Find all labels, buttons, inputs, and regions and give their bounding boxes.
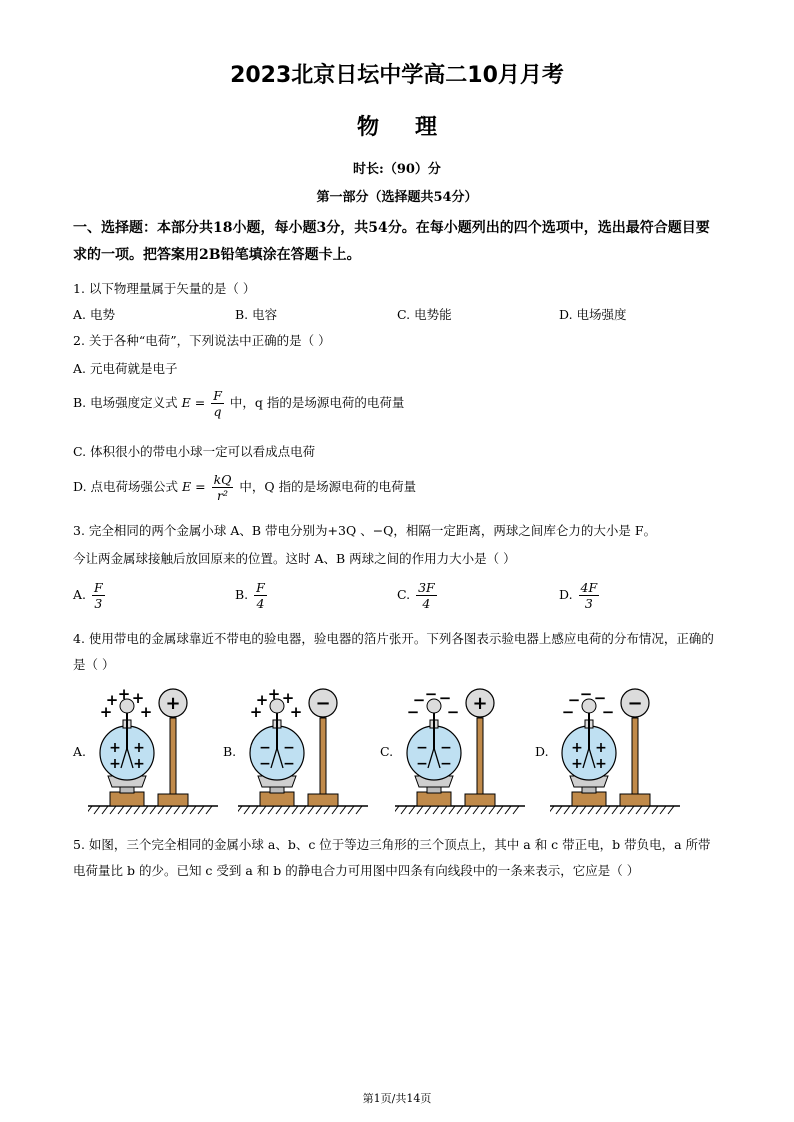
- electroscope-diagram-b: [238, 688, 378, 820]
- question-2-stem: 2. 关于各种“电荷”，下列说法中正确的是（ ）: [73, 333, 331, 348]
- ground-hatch: [644, 806, 650, 814]
- question-2-option-d: [73, 472, 416, 503]
- ground-hatch: [324, 806, 330, 814]
- question-1-option-b: B. 电容: [235, 307, 278, 322]
- stand-pole: [320, 718, 326, 794]
- ground-hatch: [556, 806, 562, 814]
- fraction-denominator: 4: [256, 596, 265, 611]
- question-3-option-a: [73, 580, 107, 611]
- exam-title: 2023北京日坛中学高二10月月考: [230, 63, 564, 88]
- fraction-denominator: 3: [94, 596, 103, 611]
- ground-hatch: [198, 806, 204, 814]
- diagram-label-a: A.: [73, 744, 87, 759]
- leaf-charge: +: [133, 740, 145, 756]
- ground-hatch: [340, 806, 346, 814]
- ground-hatch: [473, 806, 479, 814]
- ground-hatch: [636, 806, 642, 814]
- ground-hatch: [244, 806, 250, 814]
- formula-fraction: [212, 472, 234, 503]
- ground-hatch: [580, 806, 586, 814]
- fraction-numerator: F: [94, 580, 103, 595]
- stand-base: [465, 794, 495, 806]
- ground-hatch: [668, 806, 674, 814]
- ground-hatch: [628, 806, 634, 814]
- question-5-stem: 5. 如图，三个完全相同的金属小球 a、b、c 位于等边三角形的三个顶点上，其中 a 和 c 带正电，b 带负电，a 所带电荷量比 b 的少。已知 c 受到 a 和 b 的静电合力可用图中四条有向线段中的一条来表示，它应是（ ）: [73, 837, 711, 878]
- fraction-numerator: 3F: [418, 580, 435, 595]
- option-fraction: [579, 580, 600, 611]
- option-fraction: [254, 580, 267, 611]
- exam-duration: 时长:（90）分: [353, 162, 441, 177]
- top-charge: +: [105, 691, 119, 709]
- formula-fraction: [211, 388, 224, 419]
- page-footer: 第1页/共14页: [362, 1092, 432, 1105]
- fraction-numerator: 4F: [580, 580, 598, 595]
- ground-hatch: [268, 806, 274, 814]
- ground-hatch: [102, 806, 108, 814]
- ground-hatch: [206, 806, 212, 814]
- ground-hatch: [332, 806, 338, 814]
- option-fraction: [416, 580, 437, 611]
- ground-hatch: [449, 806, 455, 814]
- top-charge: −: [593, 689, 607, 707]
- ground-hatch: [652, 806, 658, 814]
- fraction-denominator: r²: [216, 488, 228, 503]
- ground-hatch: [150, 806, 156, 814]
- leaf-charge: −: [416, 740, 428, 756]
- fraction-numerator: F: [256, 580, 265, 595]
- leaf-charge: +: [133, 756, 145, 772]
- sphere-charge: −: [627, 693, 643, 714]
- electroscope-svg: [238, 688, 378, 816]
- ground-hatch: [401, 806, 407, 814]
- subject-title: 物理: [356, 115, 473, 140]
- top-charge: +: [139, 703, 153, 721]
- top-charge: +: [117, 688, 131, 703]
- top-charge: +: [281, 689, 295, 707]
- ground-hatch: [88, 806, 92, 814]
- top-charge: −: [406, 703, 420, 721]
- leaf-charge: +: [595, 756, 607, 772]
- ground-hatch: [118, 806, 124, 814]
- fraction-numerator: kQ: [213, 472, 232, 487]
- part-heading: 第一部分（选择题共54分）: [316, 190, 478, 205]
- sphere-charge: +: [165, 693, 181, 714]
- question-2-option-c: C. 体积很小的带电小球一定可以看成点电荷: [73, 444, 316, 459]
- stand-pole: [170, 718, 176, 794]
- ground-hatch: [417, 806, 423, 814]
- ground-hatch: [300, 806, 306, 814]
- electroscope-diagram-a: [88, 688, 228, 820]
- option-b-prefix: B. 电场强度定义式: [73, 395, 178, 410]
- electroscope-svg: [395, 688, 535, 816]
- leaf-charge: +: [109, 740, 121, 756]
- ground-hatch: [513, 806, 519, 814]
- ground-hatch: [252, 806, 258, 814]
- ground-hatch: [497, 806, 503, 814]
- option-fraction: [92, 580, 105, 611]
- option-label: C.: [397, 587, 411, 602]
- stand-base: [620, 794, 650, 806]
- leaf-charge: +: [109, 756, 121, 772]
- ground-hatch: [174, 806, 180, 814]
- ground-hatch: [238, 806, 242, 814]
- ground-hatch: [395, 806, 399, 814]
- ground-hatch: [260, 806, 266, 814]
- ground-hatch: [441, 806, 447, 814]
- top-charge: +: [249, 703, 263, 721]
- ground-hatch: [588, 806, 594, 814]
- leaf-charge: −: [440, 756, 452, 772]
- fraction-denominator: q: [213, 404, 222, 419]
- section-instruction: 一、选择题：本部分共18小题，每小题3分，共54分。在每小题列出的四个选项中，选出最符合题目要求的一项。把答案用2B铅笔填涂在答题卡上。: [73, 220, 710, 263]
- wood-base: [417, 792, 451, 806]
- stand-pole: [477, 718, 483, 794]
- question-1-option-a: A. 电势: [73, 307, 115, 322]
- question-4-stem: 4. 使用带电的金属球靠近不带电的验电器，验电器的箔片张开。下列各图表示验电器上感应电荷的分布情况，正确的是（ ）: [73, 631, 714, 672]
- option-label: B.: [235, 587, 249, 602]
- electroscope-diagram-c: [395, 688, 535, 820]
- ground-hatch: [166, 806, 172, 814]
- top-charge: −: [601, 703, 615, 721]
- ground-hatch: [94, 806, 100, 814]
- question-3-option-b: [235, 580, 269, 611]
- ground-hatch: [126, 806, 132, 814]
- leaf-charge: +: [595, 740, 607, 756]
- formula-e-left: E =: [182, 479, 206, 494]
- leaf-charge: −: [259, 756, 271, 772]
- question-1-option-c: C. 电势能: [397, 307, 452, 322]
- diagram-label-b: B.: [223, 744, 237, 759]
- ground-hatch: [433, 806, 439, 814]
- top-charge: −: [438, 689, 452, 707]
- question-2-option-b: [73, 388, 404, 419]
- ground-hatch: [604, 806, 610, 814]
- stand-base: [308, 794, 338, 806]
- top-charge: −: [446, 703, 460, 721]
- wood-base: [110, 792, 144, 806]
- fraction-denominator: 4: [422, 596, 431, 611]
- stand-base: [158, 794, 188, 806]
- diagram-label-c: C.: [380, 744, 394, 759]
- ground-hatch: [182, 806, 188, 814]
- ground-hatch: [409, 806, 415, 814]
- ground-hatch: [481, 806, 487, 814]
- question-3-option-c: [397, 580, 439, 611]
- ground-hatch: [134, 806, 140, 814]
- top-charge: +: [99, 703, 113, 721]
- electroscope-diagram-d: [550, 688, 690, 820]
- option-label: D.: [559, 587, 573, 602]
- ground-hatch: [564, 806, 570, 814]
- question-3-stem-line1: 3. 完全相同的两个金属小球 A、B 带电分别为+3Q 、−Q，相隔一定距离，两球之间库仑力的大小是 F。: [73, 523, 657, 538]
- ground-hatch: [612, 806, 618, 814]
- ground-hatch: [292, 806, 298, 814]
- electroscope-svg: [550, 688, 690, 816]
- ground-hatch: [308, 806, 314, 814]
- top-charge: −: [579, 688, 593, 703]
- option-label: A.: [73, 587, 87, 602]
- formula-e-left: E =: [181, 395, 206, 410]
- ground-hatch: [190, 806, 196, 814]
- leaf-charge: −: [283, 740, 295, 756]
- question-3-option-d: [559, 580, 601, 611]
- top-charge: −: [412, 691, 426, 709]
- option-b-suffix: 中，q 指的是场源电荷的电荷量: [229, 395, 405, 410]
- top-charge: −: [561, 703, 575, 721]
- question-3-stem-line2: 今让两金属球接触后放回原来的位置。这时 A、B 两球之间的作用力大小是（ ）: [73, 551, 516, 566]
- leaf-charge: −: [440, 740, 452, 756]
- ground-hatch: [572, 806, 578, 814]
- ground-hatch: [505, 806, 511, 814]
- ground-hatch: [348, 806, 354, 814]
- ground-hatch: [425, 806, 431, 814]
- top-charge: +: [255, 691, 269, 709]
- option-d-suffix: 中，Q 指的是场源电荷的电荷量: [239, 479, 417, 494]
- ground-hatch: [284, 806, 290, 814]
- wood-base: [572, 792, 606, 806]
- leaf-charge: −: [283, 756, 295, 772]
- stand-pole: [632, 718, 638, 794]
- ground-hatch: [596, 806, 602, 814]
- ground-hatch: [489, 806, 495, 814]
- ground-hatch: [110, 806, 116, 814]
- top-charge: +: [289, 703, 303, 721]
- electroscope-svg: [88, 688, 228, 816]
- ground-hatch: [465, 806, 471, 814]
- sphere-charge: −: [315, 693, 331, 714]
- option-d-prefix: D. 点电荷场强公式: [73, 479, 179, 494]
- leaf-charge: +: [571, 756, 583, 772]
- diagram-label-d: D.: [535, 744, 549, 759]
- fraction-numerator: F: [213, 388, 222, 403]
- ground-hatch: [550, 806, 554, 814]
- ground-hatch: [158, 806, 164, 814]
- question-1-option-d: D. 电场强度: [559, 307, 627, 322]
- leaf-charge: −: [416, 756, 428, 772]
- ground-hatch: [316, 806, 322, 814]
- sphere-charge: +: [472, 693, 488, 714]
- leaf-charge: +: [571, 740, 583, 756]
- top-charge: −: [424, 688, 438, 703]
- ground-hatch: [276, 806, 282, 814]
- ground-hatch: [660, 806, 666, 814]
- ground-hatch: [356, 806, 362, 814]
- question-2-option-a: A. 元电荷就是电子: [73, 361, 178, 376]
- top-charge: −: [567, 691, 581, 709]
- ground-hatch: [142, 806, 148, 814]
- leaf-charge: −: [259, 740, 271, 756]
- top-charge: +: [267, 688, 281, 703]
- question-1-stem: 1. 以下物理量属于矢量的是（ ）: [73, 281, 256, 296]
- ground-hatch: [620, 806, 626, 814]
- fraction-denominator: 3: [584, 596, 593, 611]
- top-charge: +: [131, 689, 145, 707]
- wood-base: [260, 792, 294, 806]
- ground-hatch: [457, 806, 463, 814]
